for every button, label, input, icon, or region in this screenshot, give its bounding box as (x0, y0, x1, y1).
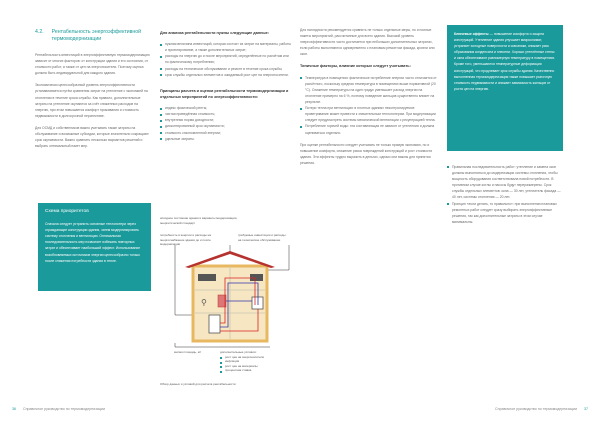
page-number: 37 (584, 407, 588, 411)
list-item: удельные затраты. (160, 136, 292, 142)
list-item: стоимость сэкономленной энергии; (160, 130, 292, 136)
diagram-label-right: требуемые инвестиции и расходы на техническое обслуживание (238, 233, 286, 242)
footer-right (495, 407, 594, 411)
list-item: Потери тепла при вентиляции: в плотных зданиях неконтролируемое проветривание может привести к значительным теплопотерям. При модернизации следует предусмотреть системы механической вентиляции с рекуперацией тепла. (300, 105, 438, 123)
diagram-label-top: исходное состояние здания и варианты модернизации, энергетический стандарт (160, 216, 238, 225)
middle-column (160, 26, 292, 148)
paragraph: Экономически целесообразный уровень энергоэффективности устанавливается путём сравнения затрат на утепление с экономией на отоплении в течение срока службы. Как правило, дополнительные затраты на утепление окупаются за счёт сниженных расходов на энергию, при этом повышается комфорт проживания и стоимость недвижимости в долгосрочной перспективе. (35, 83, 148, 118)
list-item: Принцип «если делать, то правильно»: при выполнении плановых ремонтных работ следует сразу выбирать энергоэффективные решения, так как дополнительные затраты в этом случае минимальны. (447, 201, 563, 225)
paragraph: Для наглядности рекомендуется сравнить не только отдельные меры, но и полные пакеты мероприятий, рассчитанные для всего здания. Высокий уровень энергоэффективности часто достигается при небольших дополнительных затратах, если работы выполняются одновременно с плановым ремонтом фасада, кровли или окон. (300, 28, 435, 57)
footer-title: Справочное руководство по термомодернизации (23, 407, 105, 411)
diagram-conditions (220, 350, 290, 379)
paragraph: Рентабельность инвестиций в энергоэффективную термомодернизацию зависит от многих факторов: от конструкции здания и его состояния, от стоимости работ, а также от цен на энергоносители. Поэтому оценка должна быть индивидуальной для каждого здания. (35, 53, 150, 76)
section-number: 4.2. (35, 29, 44, 35)
list-item: чистая приведённая стоимость; (160, 111, 292, 117)
section-heading (35, 29, 151, 43)
list-item: инфляция (220, 359, 290, 364)
principles-heading: Принципы расчета и оценки рентабельности термомодернизации и отдельных мероприятий по энергоэффективности: (160, 88, 289, 99)
footer-title: Справочное руководство по термомодернизации (495, 407, 577, 411)
box-title: Схема приоритетов (45, 209, 89, 214)
paragraph: При оценке рентабельности следует учитывать не только прямую экономию, но и повышение комфорта, снижение риска повреждений конструкций и рост стоимости здания. Эти эффекты трудно выразить в деньгах, однако они важны для принятия решения. (300, 142, 433, 165)
boiler-icon (209, 315, 220, 333)
diagram-caption: Обзор данных и условий для расчета рентабельности (160, 382, 236, 386)
paragraph: Для ОСМД и собственников важно учитывать также затраты на обслуживание и возможные субсидии, которые значительно сокращают срок окупаемости. Важно сравнить несколько вариантов решений и выбрать оптимальный пакет мер. (35, 125, 149, 149)
list-item: Потребление горячей воды: эта составляющая не зависит от утепления и должна оцениваться отдельно. (300, 123, 438, 135)
data-list (160, 41, 292, 78)
sink-icon: ⚲ (201, 298, 207, 307)
key-effects-box (447, 25, 563, 151)
list-item: Правильная последовательность работ: утепление и замена окон должны выполняться до модернизации системы отопления, чтобы мощность оборудования соответствовала новой потребности. В противном случае котлы и насосы будут переразмерены. Срок службы отдельных элементов: окна — 30 лет, утеплитель фасада — 40 лет, системы отопления — 20 лет. (447, 164, 563, 201)
list-item: внутренняя норма доходности; (160, 117, 292, 123)
list-item: расходы на техническое обслуживание и ремонт в течение срока службы; (160, 66, 292, 72)
page-number: 36 (12, 407, 16, 411)
list-item: рост цен на энергоносители (220, 355, 290, 360)
factors-list (300, 75, 438, 136)
list-item: нужная величина инвестиций, которая состоит из затрат на материалы, работы и проектирование, а также дополнительных затрат; (160, 41, 292, 53)
diagram-label-left: потребность в энергии и расходы на энергоснабжение здания до и после модернизации (160, 233, 211, 247)
footer-left (6, 407, 105, 411)
list-item: индекс физической ренты; (160, 105, 292, 111)
list-item: дисконтированный срок окупаемости; (160, 123, 292, 129)
factors-heading: Типичные факторы, влияние которых следует учитывать: (300, 64, 411, 69)
list-item: срок службы отдельных элементов и ожидаемый рост цен на энергоносители. (160, 72, 292, 78)
third-column (300, 27, 438, 172)
section-title: Рентабельность энергоэффективной термомодернизации (51, 29, 142, 42)
box-text: Сначала следует устранить основные теплопотери через ограждающие конструкции здания, затем модернизировать систему отопления и вентиляции. Оптимальная последовательность мер позволяет избежать повторных затрат и обеспечивает наибольший эффект. Использование возобновляемых источников энергии целесообразно только после снижения потребности здания в тепле. (45, 222, 141, 263)
right-column (447, 164, 563, 231)
list-item: расходы на энергию до и после мероприятий, определённые по расчётам или по фактическому потреблению; (160, 53, 292, 65)
priorities-box (38, 203, 151, 291)
right-list (447, 164, 563, 225)
left-column (35, 29, 151, 155)
heat-unit-icon (252, 297, 263, 309)
radiator-icon (250, 274, 263, 281)
box-title: Ключевые эффекты (454, 32, 489, 36)
conditions-title: дополнительные условия: (220, 350, 257, 354)
principles-list (160, 105, 292, 142)
list-item: процентная ставка (220, 368, 290, 373)
house-diagram (155, 245, 300, 345)
list-item: Температура в помещении: фактическое потребление энергии часто отличается от расчётного, поскольку средняя температура в помещениях выше нормативной (20 °C). Снижение температуры на один градус уменьшает расход энергии на отопление примерно на 6 %, поэтому поведение жильцов существенно влияет на результат. (300, 75, 438, 105)
list-item: рост цен на материалы (220, 364, 290, 369)
box-text: — повышение комфорта и защита конструкций. Утепление здания улучшает микроклимат, устраняет холодные поверхности и сквозняки, снижает риск образования конденсата и плесени. Хорошо утеплённые стены и окна обеспечивают равномерную температуру в помещениях. Кроме того, уменьшаются температурные деформации конструкций, что продлевает срок службы здания. Качественно выполненная термомодернизация также повышает рыночную стоимость недвижимости и снижает зависимость жильцов от роста цен на энергию. (454, 32, 556, 91)
radiator-icon (198, 274, 216, 281)
data-heading: Для анализа рентабельности нужны следующие данные: (160, 31, 270, 35)
diagram-label-area: жилая площадь, м² (174, 350, 201, 354)
